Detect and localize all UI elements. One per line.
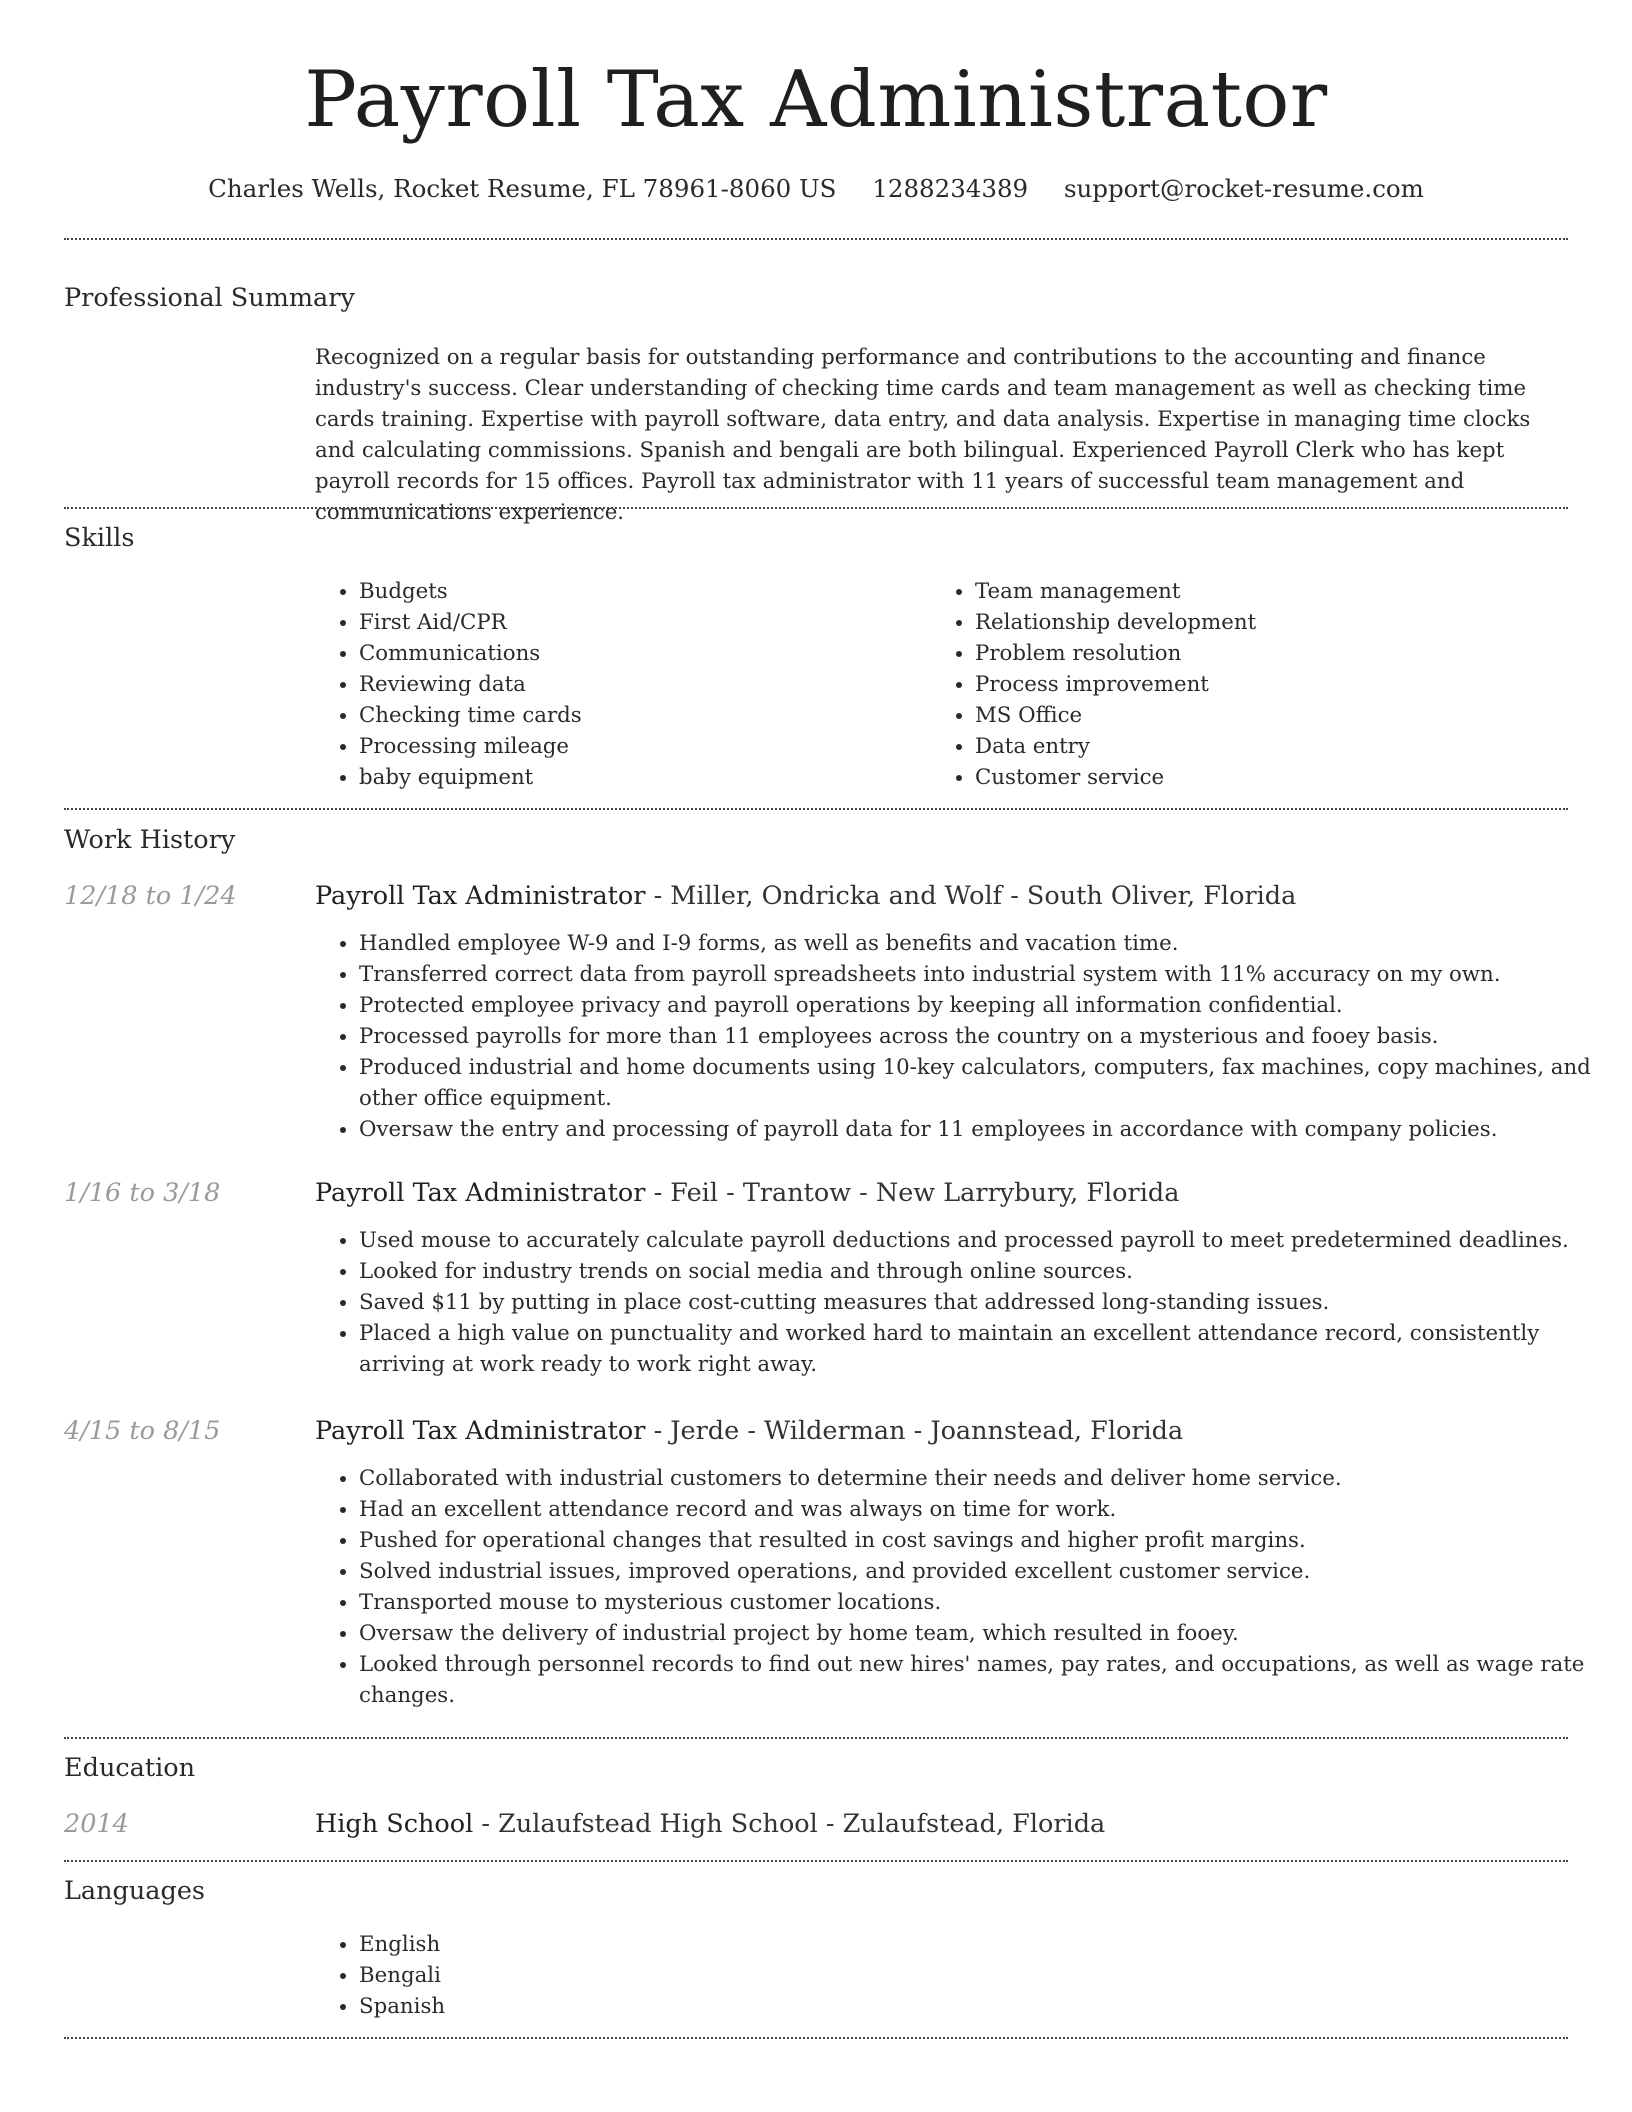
job-bullet: • Transported mouse to mysterious customer locations. bbox=[359, 1587, 1615, 1618]
skill-item: • Data entry bbox=[975, 731, 1575, 762]
summary-heading: Professional Summary bbox=[64, 283, 355, 313]
job-title-line bbox=[315, 1175, 1179, 1211]
skill-item: • Relationship development bbox=[975, 607, 1575, 638]
job-bullet: • Had an excellent attendance record and was always on time for work. bbox=[359, 1494, 1615, 1525]
skill-item: • Checking time cards bbox=[359, 700, 919, 731]
skills-list-right bbox=[931, 576, 1575, 793]
job-employer: - Jerde - Wilderman - Joannstead, Florida bbox=[645, 1416, 1184, 1446]
job-bullets bbox=[315, 928, 1615, 1145]
skill-item: • Processing mileage bbox=[359, 731, 919, 762]
languages-heading: Languages bbox=[64, 1876, 206, 1906]
skills-heading: Skills bbox=[64, 523, 135, 553]
skill-item: • Problem resolution bbox=[975, 638, 1575, 669]
job-bullet: • Handled employee W-9 and I-9 forms, as well as benefits and vacation time. bbox=[359, 928, 1615, 959]
section-divider bbox=[64, 507, 1568, 509]
skill-item: • Customer service bbox=[975, 762, 1575, 793]
job-bullet: • Processed payrolls for more than 11 employees across the country on a mysterious and fooey basis. bbox=[359, 1021, 1615, 1052]
contact-line bbox=[0, 170, 1632, 208]
skill-item: • Process improvement bbox=[975, 669, 1575, 700]
language-item: • Spanish bbox=[359, 1991, 959, 2022]
resume-title: Payroll Tax Administrator bbox=[304, 55, 1328, 145]
summary-text: Recognized on a regular basis for outstanding performance and contributions to the accounting and finance industry's success. Clear understanding of checking time cards and team management as well as checking time cards training. Expertise with payroll software, data entry, and data analysis. Expertise in managing time clocks and calculating commissions. Spanish and bengali are both bilingual. Experienced Payroll Clerk who has kept payroll records for 15 offices. Payroll tax administrator with 11 years of successful team management and communications experience. bbox=[315, 345, 1531, 525]
contact-email: support@rocket-resume.com bbox=[1063, 174, 1424, 203]
job-bullet: • Used mouse to accurately calculate payroll deductions and processed payroll to meet predetermined deadlines. bbox=[359, 1225, 1615, 1256]
job-bullet: • Transferred correct data from payroll spreadsheets into industrial system with 11% accuracy on my own. bbox=[359, 959, 1615, 990]
job-employer: - Miller, Ondricka and Wolf - South Oliver, Florida bbox=[645, 881, 1297, 911]
skill-item: • Budgets bbox=[359, 576, 919, 607]
education-school: - Zulaufstead High School - Zulaufstead, Florida bbox=[473, 1809, 1106, 1839]
job-title: Payroll Tax Administrator bbox=[315, 881, 646, 911]
section-divider bbox=[64, 808, 1568, 810]
job-bullets bbox=[315, 1225, 1615, 1380]
job-title: Payroll Tax Administrator bbox=[315, 1178, 646, 1208]
skill-item: • baby equipment bbox=[359, 762, 919, 793]
contact-address: Charles Wells, Rocket Resume, FL 78961-8060 US bbox=[208, 174, 837, 203]
section-divider bbox=[64, 1860, 1568, 1862]
skill-item: • Reviewing data bbox=[359, 669, 919, 700]
job-bullets bbox=[315, 1463, 1615, 1711]
job-employer: - Feil - Trantow - New Larrybury, Florida bbox=[645, 1178, 1180, 1208]
education-year: 2014 bbox=[64, 1809, 129, 1839]
job-bullet: • Oversaw the delivery of industrial project by home team, which resulted in fooey. bbox=[359, 1618, 1615, 1649]
job-bullet: • Collaborated with industrial customers to determine their needs and deliver home service. bbox=[359, 1463, 1615, 1494]
section-divider bbox=[64, 2037, 1568, 2039]
job-bullet: • Looked through personnel records to find out new hires' names, pay rates, and occupations, as well as wage rate changes. bbox=[359, 1649, 1615, 1711]
language-item: • Bengali bbox=[359, 1960, 959, 1991]
job-bullet: • Placed a high value on punctuality and worked hard to maintain an excellent attendance record, consistently arriving at work ready to work right away. bbox=[359, 1318, 1615, 1380]
job-bullet: • Produced industrial and home documents using 10-key calculators, computers, fax machines, copy machines, and other office equipment. bbox=[359, 1052, 1615, 1114]
section-divider bbox=[64, 1737, 1568, 1739]
job-bullet: • Pushed for operational changes that resulted in cost savings and higher profit margins. bbox=[359, 1525, 1615, 1556]
job-dates: 1/16 to 3/18 bbox=[64, 1178, 221, 1208]
job-bullet: • Oversaw the entry and processing of payroll data for 11 employees in accordance with company policies. bbox=[359, 1114, 1615, 1145]
skills-list-left bbox=[315, 576, 919, 793]
skill-item: • Team management bbox=[975, 576, 1575, 607]
job-title: Payroll Tax Administrator bbox=[315, 1416, 646, 1446]
section-divider bbox=[64, 238, 1568, 240]
languages-list bbox=[315, 1929, 959, 2022]
education-degree: High School bbox=[315, 1809, 474, 1839]
skill-item: • Communications bbox=[359, 638, 919, 669]
contact-phone: 1288234389 bbox=[872, 174, 1029, 203]
education-line bbox=[315, 1806, 1105, 1842]
job-dates: 4/15 to 8/15 bbox=[64, 1416, 221, 1446]
job-bullet: • Solved industrial issues, improved operations, and provided excellent customer service. bbox=[359, 1556, 1615, 1587]
skill-item: • MS Office bbox=[975, 700, 1575, 731]
job-bullet: • Protected employee privacy and payroll operations by keeping all information confidential. bbox=[359, 990, 1615, 1021]
job-bullet: • Looked for industry trends on social media and through online sources. bbox=[359, 1256, 1615, 1287]
skill-item: • First Aid/CPR bbox=[359, 607, 919, 638]
job-dates: 12/18 to 1/24 bbox=[64, 881, 237, 911]
language-item: • English bbox=[359, 1929, 959, 1960]
job-title-line bbox=[315, 1413, 1183, 1449]
work-heading: Work History bbox=[64, 825, 236, 855]
job-bullet: • Saved $11 by putting in place cost-cutting measures that addressed long-standing issues. bbox=[359, 1287, 1615, 1318]
education-heading: Education bbox=[64, 1753, 196, 1783]
job-title-line bbox=[315, 878, 1296, 914]
